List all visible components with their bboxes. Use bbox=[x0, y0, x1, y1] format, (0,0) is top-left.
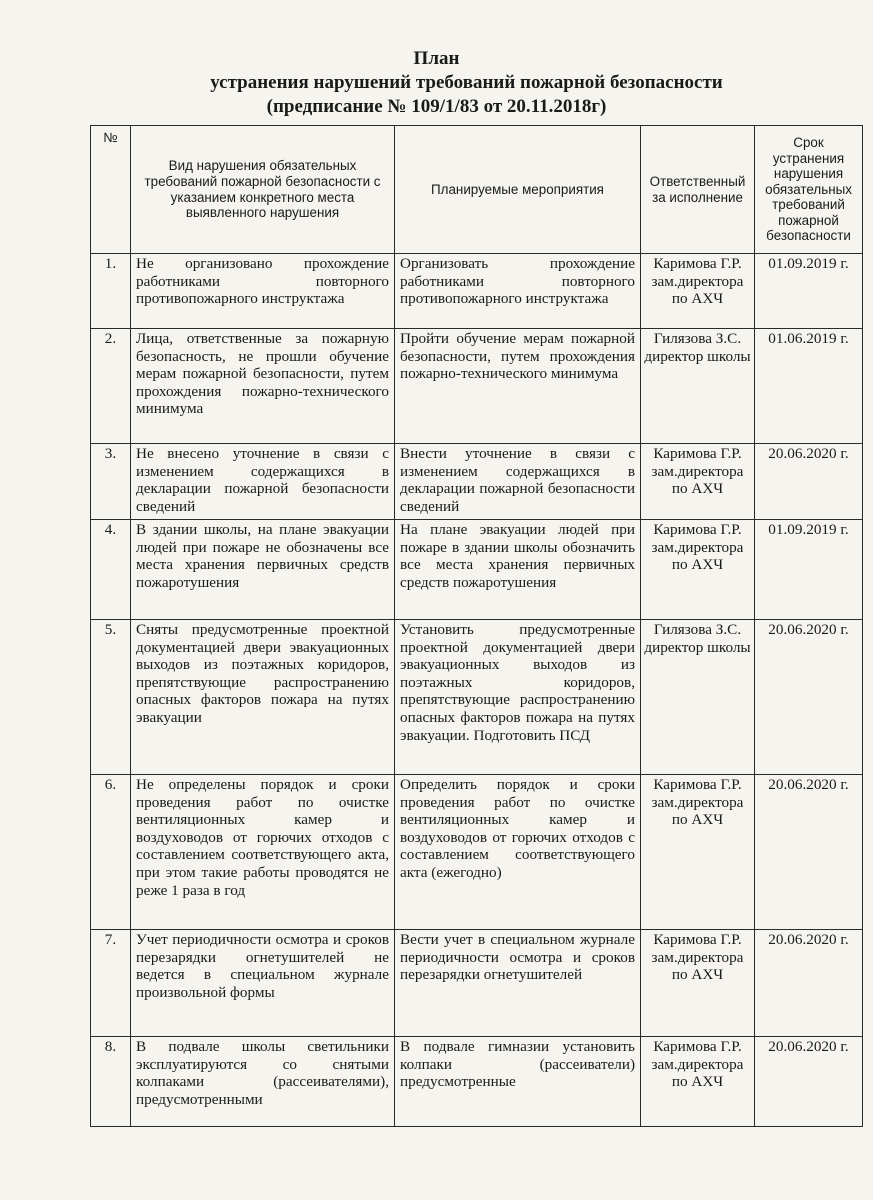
document-subtitle: устранения нарушений требований пожарной безопасности bbox=[210, 72, 723, 93]
row-number: 1. bbox=[91, 254, 131, 329]
header-measures: Планируемые мероприятия bbox=[395, 126, 641, 254]
header-responsible: Ответственный за исполнение bbox=[641, 126, 755, 254]
deadline-cell: 20.06.2020 г. bbox=[755, 444, 863, 520]
table-row bbox=[91, 329, 863, 444]
table-header-row bbox=[91, 126, 863, 254]
row-number: 5. bbox=[91, 620, 131, 775]
responsible-cell: Гилязова З.С. директор школы bbox=[641, 329, 755, 444]
responsible-cell: Гилязова З.С. директор школы bbox=[641, 620, 755, 775]
measures-cell: Вести учет в специальном журнале периодичности осмотра и сроков перезарядки огнетушителей bbox=[395, 930, 641, 1037]
deadline-cell: 20.06.2020 г. bbox=[755, 1037, 863, 1127]
measures-cell: Пройти обучение мерам пожарной безопасности, путем прохождения пожарно-технического минимума bbox=[395, 329, 641, 444]
row-number: 4. bbox=[91, 520, 131, 620]
measures-cell: В подвале гимназии установить колпаки (рассеиватели) предусмотренные bbox=[395, 1037, 641, 1127]
measures-cell: Организовать прохождение работниками повторного противопожарного инструктажа bbox=[395, 254, 641, 329]
header-violation: Вид нарушения обязательных требований пожарной безопасности с указанием конкретного места выявленного нарушения bbox=[131, 126, 395, 254]
responsible-cell: Каримова Г.Р. зам.директора по АХЧ bbox=[641, 254, 755, 329]
table-row bbox=[91, 444, 863, 520]
responsible-cell: Каримова Г.Р. зам.директора по АХЧ bbox=[641, 930, 755, 1037]
header-num: № bbox=[91, 126, 131, 254]
violation-cell: Не организовано прохождение работниками повторного противопожарного инструктажа bbox=[131, 254, 395, 329]
row-number: 8. bbox=[91, 1037, 131, 1127]
table-row bbox=[91, 620, 863, 775]
violations-table bbox=[90, 125, 863, 1127]
table-row bbox=[91, 254, 863, 329]
responsible-cell: Каримова Г.Р. зам.директора по АХЧ bbox=[641, 520, 755, 620]
violation-cell: Сняты предусмотренные проектной документацией двери эвакуационных выходов из поэтажных коридоров, препятствующие распространению опасных факторов пожара на путях эвакуации bbox=[131, 620, 395, 775]
violation-cell: Не внесено уточнение в связи с изменением содержащихся в декларации пожарной безопасности сведений bbox=[131, 444, 395, 520]
violation-cell: Учет периодичности осмотра и сроков перезарядки огнетушителей не ведется в специальном журнале произвольной формы bbox=[131, 930, 395, 1037]
row-number: 3. bbox=[91, 444, 131, 520]
table-row bbox=[91, 930, 863, 1037]
deadline-cell: 01.09.2019 г. bbox=[755, 254, 863, 329]
deadline-cell: 20.06.2020 г. bbox=[755, 775, 863, 930]
measures-cell: На плане эвакуации людей при пожаре в здании школы обозначить все места хранения первичных средств пожаротушения bbox=[395, 520, 641, 620]
row-number: 6. bbox=[91, 775, 131, 930]
violation-cell: В здании школы, на плане эвакуации людей при пожаре не обозначены все места хранения первичных средств пожаротушения bbox=[131, 520, 395, 620]
document-title: План bbox=[413, 48, 460, 69]
table-row bbox=[91, 1037, 863, 1127]
responsible-cell: Каримова Г.Р. зам.директора по АХЧ bbox=[641, 444, 755, 520]
deadline-cell: 01.06.2019 г. bbox=[755, 329, 863, 444]
measures-cell: Определить порядок и сроки проведения работ по очистке вентиляционных камер и воздуховодов от горючих отходов с составлением соответствующего акта (ежегодно) bbox=[395, 775, 641, 930]
prescription-reference: (предписание № 109/1/83 от 20.11.2018г) bbox=[266, 96, 607, 117]
measures-cell: Установить предусмотренные проектной документацией двери эвакуационных выходов из поэтажных коридоров, препятствующие распространению опасных факторов пожара на путях эвакуации. Подготовить ПСД bbox=[395, 620, 641, 775]
table-row bbox=[91, 775, 863, 930]
row-number: 2. bbox=[91, 329, 131, 444]
violation-cell: Лица, ответственные за пожарную безопасность, не прошли обучение мерам пожарной безопасности, путем прохождения пожарно-технического минимума bbox=[131, 329, 395, 444]
deadline-cell: 20.06.2020 г. bbox=[755, 620, 863, 775]
violation-cell: Не определены порядок и сроки проведения работ по очистке вентиляционных камер и воздуховодов от горючих отходов с составлением соответствующего акта, при этом такие работы проводятся не реже 1 раза в год bbox=[131, 775, 395, 930]
deadline-cell: 20.06.2020 г. bbox=[755, 930, 863, 1037]
row-number: 7. bbox=[91, 930, 131, 1037]
table-row bbox=[91, 520, 863, 620]
header-deadline: Срок устранения нарушения обязательных требований пожарной безопасности bbox=[755, 126, 863, 254]
responsible-cell: Каримова Г.Р. зам.директора по АХЧ bbox=[641, 775, 755, 930]
violation-cell: В подвале школы светильники эксплуатируются со снятыми колпаками (рассеивателями), предусмотренными bbox=[131, 1037, 395, 1127]
responsible-cell: Каримова Г.Р. зам.директора по АХЧ bbox=[641, 1037, 755, 1127]
measures-cell: Внести уточнение в связи с изменением содержащихся в декларации пожарной безопасности сведений bbox=[395, 444, 641, 520]
deadline-cell: 01.09.2019 г. bbox=[755, 520, 863, 620]
